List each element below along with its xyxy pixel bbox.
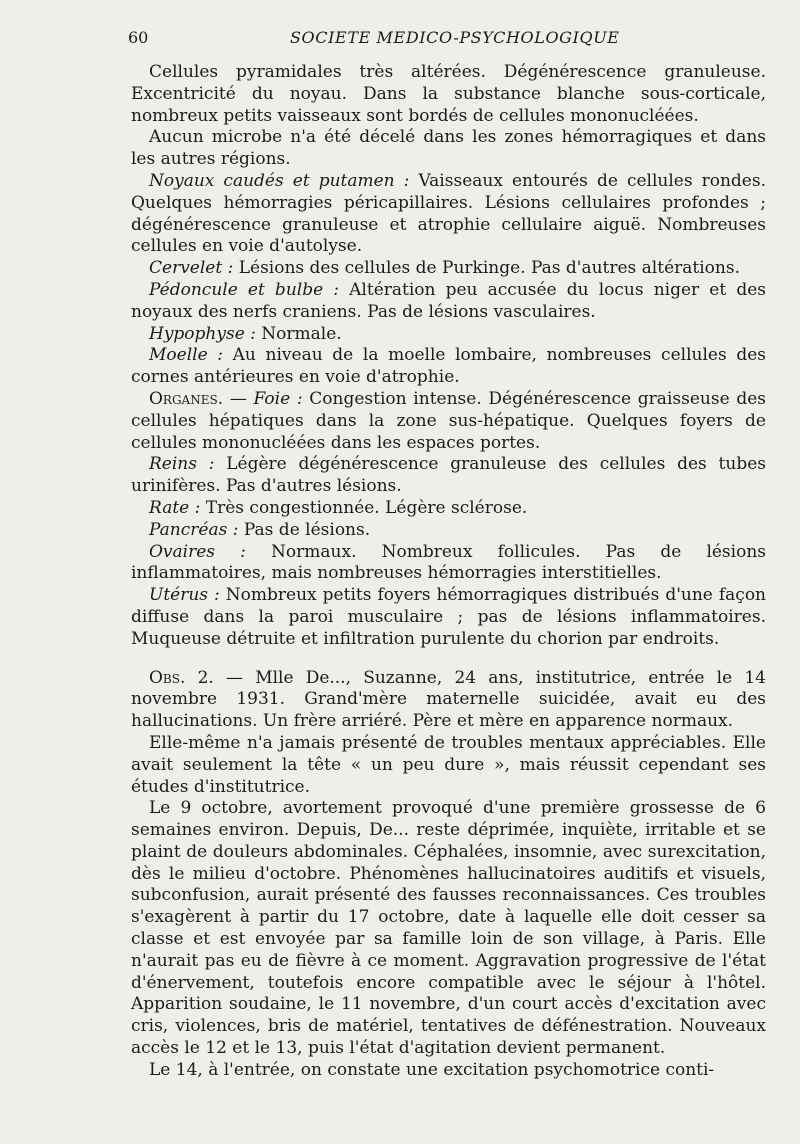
paragraph: [131, 258, 766, 280]
paragraph-heading: Noyaux caudés et putamen :: [149, 170, 410, 191]
running-title: SOCIETE MEDICO-PSYCHOLOGIQUE: [290, 28, 620, 47]
paragraph-text: Nombreux petits foyers hémorragiques distribués d'une façon diffuse dans la paroi musculaire ; pas de lésions inflammatoires. Muqueuse détruite et infiltration purulente du chorion par endroits.: [131, 585, 767, 649]
page-number: 60: [128, 28, 149, 47]
paragraph-text: Lésions des cellules de Purkinge. Pas d'autres altérations.: [233, 258, 740, 279]
paragraph: [131, 1060, 766, 1082]
paragraph: [131, 520, 766, 542]
paragraph-text: Altération peu accusée du locus niger et des noyaux des nerfs craniens. Pas de lésions vasculaires.: [131, 279, 767, 322]
paragraph: [131, 454, 766, 498]
paragraph-text: Normale.: [255, 323, 342, 344]
paragraph-text: Pas de lésions.: [238, 519, 371, 540]
body-text: [131, 62, 766, 1082]
section-label: Organes.: [149, 388, 224, 409]
paragraph-heading: Pédoncule et bulbe :: [149, 279, 340, 300]
paragraph: [131, 542, 766, 586]
paragraph: [131, 62, 766, 127]
paragraph-heading: Moelle :: [149, 345, 224, 366]
paragraph-heading: Ovaires :: [149, 541, 246, 562]
paragraph: [131, 324, 766, 346]
paragraph: [131, 171, 766, 258]
paragraph: [131, 733, 766, 798]
page-header: [128, 26, 766, 62]
paragraph-heading: Pancréas :: [149, 519, 239, 540]
paragraph: [131, 345, 766, 389]
paragraph-text: Vaisseaux entourés de cellules rondes. Quelques hémorragies péricapillaires. Lésions cellulaires profondes ; dégénérescence granuleuse et atrophie cellulaire aiguë. Nombreuses cellules en voie d'autolyse.: [131, 170, 766, 257]
paragraph: Organes. — Foie : Congestion intense. Dégénérescence graisseuse des cellules hépatiques dans la zone sus-hépatique. Quelques foyers de cellules mononucléées dans les espaces portes.: [131, 388, 767, 453]
paragraph-heading: Cervelet :: [149, 258, 234, 279]
paragraph: [131, 280, 766, 324]
paragraph-text: Cellules pyramidales très altérées. Dégénérescence granuleuse. Excentricité du noyau. Dans la substance blanche sous-corticale, nombreux petits vaisseaux sont bordés de cellules mononucléées.: [131, 62, 766, 126]
paragraph-text: Normaux. Nombreux follicules. Pas de lésions inflammatoires, mais nombreuses hémorragies interstitielles.: [131, 541, 767, 584]
paragraph: Obs. 2. — Mlle De..., Suzanne, 24 ans, institutrice, entrée le 14 novembre 1931. Grand'mère maternelle suicidée, avait eu des hallucinations. Un frère arriéré. Père et mère en apparence normaux.: [131, 667, 766, 732]
paragraph-text: Le 9 octobre, avortement provoqué d'une première grossesse de 6 semaines environ. Depuis, De... reste déprimée, inquiète, irritable et se plaint de douleurs abdominales. Céphalées, insomnie, avec surexcitation, dès le milieu d'octobre. Phénomènes hallucinatoires auditifs et visuels, subconfusion, aurait présenté des fausses reconnaissances. Ces troubles s'exagèrent à partir du 17 octobre, date à laquelle elle doit cesser sa classe et est envoyée par sa famille loin de son village, à Paris. Elle n'aurait pas eu de fièvre à ce moment. Aggravation progressive de l'état d'énervement, toutefois encore compatible avec le séjour à l'hôtel. Apparition soudaine, le 11 novembre, d'un court accès d'excitation avec cris, violences, bris de matériel, tentatives de défénestration. Nouveaux accès le 12 et le 13, puis l'état d'agitation devient permanent.: [131, 798, 766, 1059]
paragraph-text: Le 14, à l'entrée, on constate une excitation psychomotrice conti-: [149, 1059, 715, 1080]
paragraph: [131, 127, 766, 171]
paragraph-text: Mlle De..., Suzanne, 24 ans, institutrice, entrée le 14 novembre 1931. Grand'mère maternelle suicidée, avait eu des hallucinations. Un frère arriéré. Père et mère en apparence normaux.: [131, 667, 766, 732]
paragraph-text: Aucun microbe n'a été décelé dans les zones hémorragiques et dans les autres régions.: [131, 127, 766, 170]
paragraph-text: Très congestionnée. Légère sclérose.: [200, 497, 528, 518]
paragraph: [131, 798, 766, 1060]
paragraph-text: Au niveau de la moelle lombaire, nombreuses cellules des cornes antérieures en voie d'atrophie.: [131, 345, 766, 388]
paragraph-heading: Foie :: [253, 388, 303, 409]
paragraph-text: Elle-même n'a jamais présenté de troubles mentaux appréciables. Elle avait seulement la tête « un peu dure », mais réussit cependant ses études d'institutrice.: [131, 732, 766, 797]
paragraph-text: Congestion intense. Dégénérescence graisseuse des cellules hépatiques dans la zone sus-hépatique. Quelques foyers de cellules mononucléées dans les espaces portes.: [131, 388, 767, 453]
section-label: Obs. 2.: [149, 667, 214, 688]
paragraph-heading: Rate :: [149, 497, 201, 518]
paragraph-text: Légère dégénérescence granuleuse des cellules des tubes urinifères. Pas d'autres lésions.: [131, 454, 766, 497]
paragraph-heading: Utérus :: [149, 585, 220, 606]
paragraph-heading: Hypophyse :: [149, 323, 256, 344]
paragraph-heading: Reins :: [149, 454, 215, 475]
paragraph: [131, 498, 766, 520]
paragraph: [131, 585, 766, 650]
